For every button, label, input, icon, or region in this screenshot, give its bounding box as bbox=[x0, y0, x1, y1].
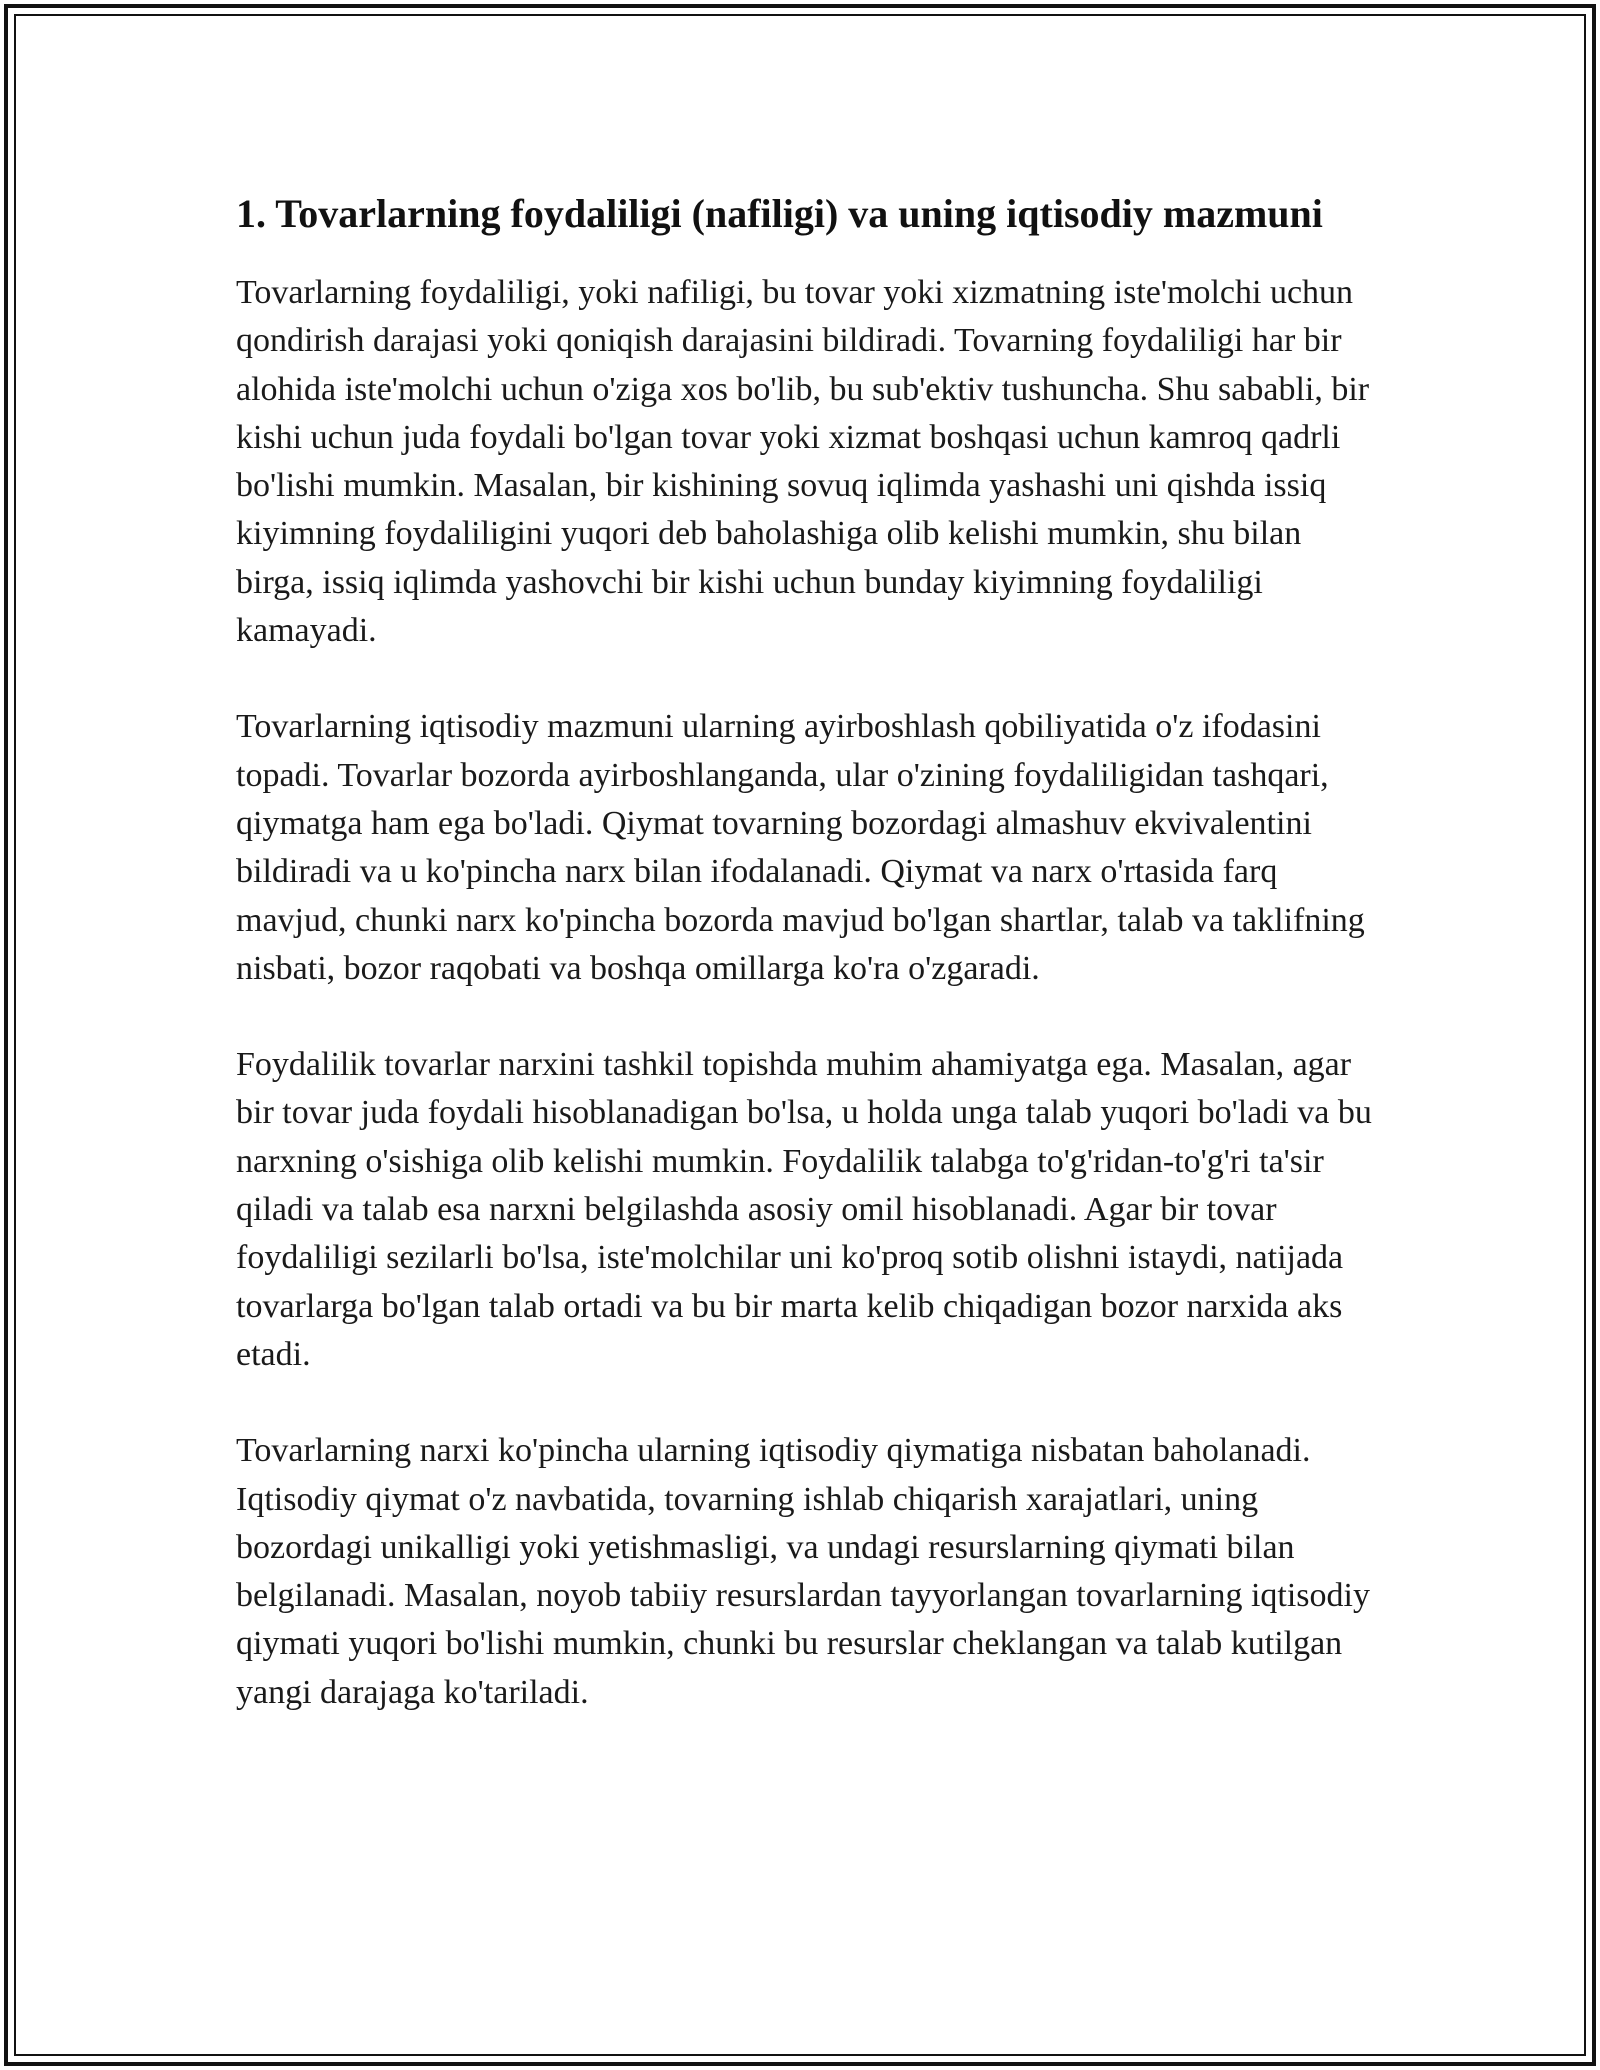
paragraph-utility-and-price: Foydalilik tovarlar narxini tashkil topishda muhim ahamiyatga ega. Masalan, agar bir tovar juda foydali hisoblanadigan bo'lsa, u holda unga talab yuqori bo'ladi va bu narxning o'sishiga olib kelishi mumkin. Foydalilik talabga to'g'ridan-to'g'ri ta'sir qiladi va talab esa narxni belgilashda asosiy omil hisoblanadi. Agar bir tovar foydaliligi sezilarli bo'lsa, iste'molchilar uni ko'proq sotib olishni istaydi, natijada tovarlarga bo'lgan talab ortadi va bu bir marta kelib chiqadigan bozor narxida aks etadi. bbox=[236, 1046, 1372, 1373]
paragraph-utility-definition: Tovarlarning foydaliligi, yoki nafiligi, bu tovar yoki xizmatning iste'molchi uchun qondirish darajasi yoki qoniqish darajasini bildiradi. Tovarning foydaliligi har bir alohida iste'molchi uchun o'ziga xos bo'lib, bu sub'ektiv tushuncha. Shu sababli, bir kishi uchun juda foydali bo'lgan tovar yoki xizmat boshqasi uchun kamroq qadrli bo'lishi mumkin. Masalan, bir kishining sovuq iqlimda yashashi uni qishda issiq kiyimning foydaliligini yuqori deb baholashiga olib kelishi mumkin, shu bilan birga, issiq iqlimda yashovchi bir kishi uchun bunday kiyimning foydaliligi kamayadi. bbox=[236, 274, 1370, 650]
paragraph-economic-content: Tovarlarning iqtisodiy mazmuni ularning ayirboshlash qobiliyatida o'z ifodasini topadi. Tovarlar bozorda ayirboshlanganda, ular o'zining foydaliligidan tashqari, qiymatga ham ega bo'ladi. Qiymat tovarning bozordagi almashuv ekvivalentini bildiradi va u ko'pincha narx bilan ifodalanadi. Qiymat va narx o'rtasida farq mavjud, chunki narx ko'pincha bozorda mavjud bo'lgan shartlar, talab va taklifning nisbati, bozor raqobati va boshqa omillarga ko'ra o'zgaradi. bbox=[236, 708, 1365, 987]
section-heading: 1. Tovarlarning foydaliligi (nafiligi) va uning iqtisodiy mazmuni bbox=[236, 191, 1323, 236]
document-body bbox=[236, 186, 1376, 1765]
paragraph-economic-value: Tovarlarning narxi ko'pincha ularning iqtisodiy qiymatiga nisbatan baholanadi. Iqtisodiy qiymat o'z navbatida, tovarning ishlab chiqarish xarajatlari, uning bozordagi unikalligi yoki yetishmasligi, va undagi resurslarning qiymati bilan belgilanadi. Masalan, noyob tabiiy resurslardan tayyorlangan tovarlarning iqtisodiy qiymati yuqori bo'lishi mumkin, chunki bu resurslar cheklangan va talab kutilgan yangi darajaga ko'tariladi. bbox=[236, 1432, 1370, 1711]
